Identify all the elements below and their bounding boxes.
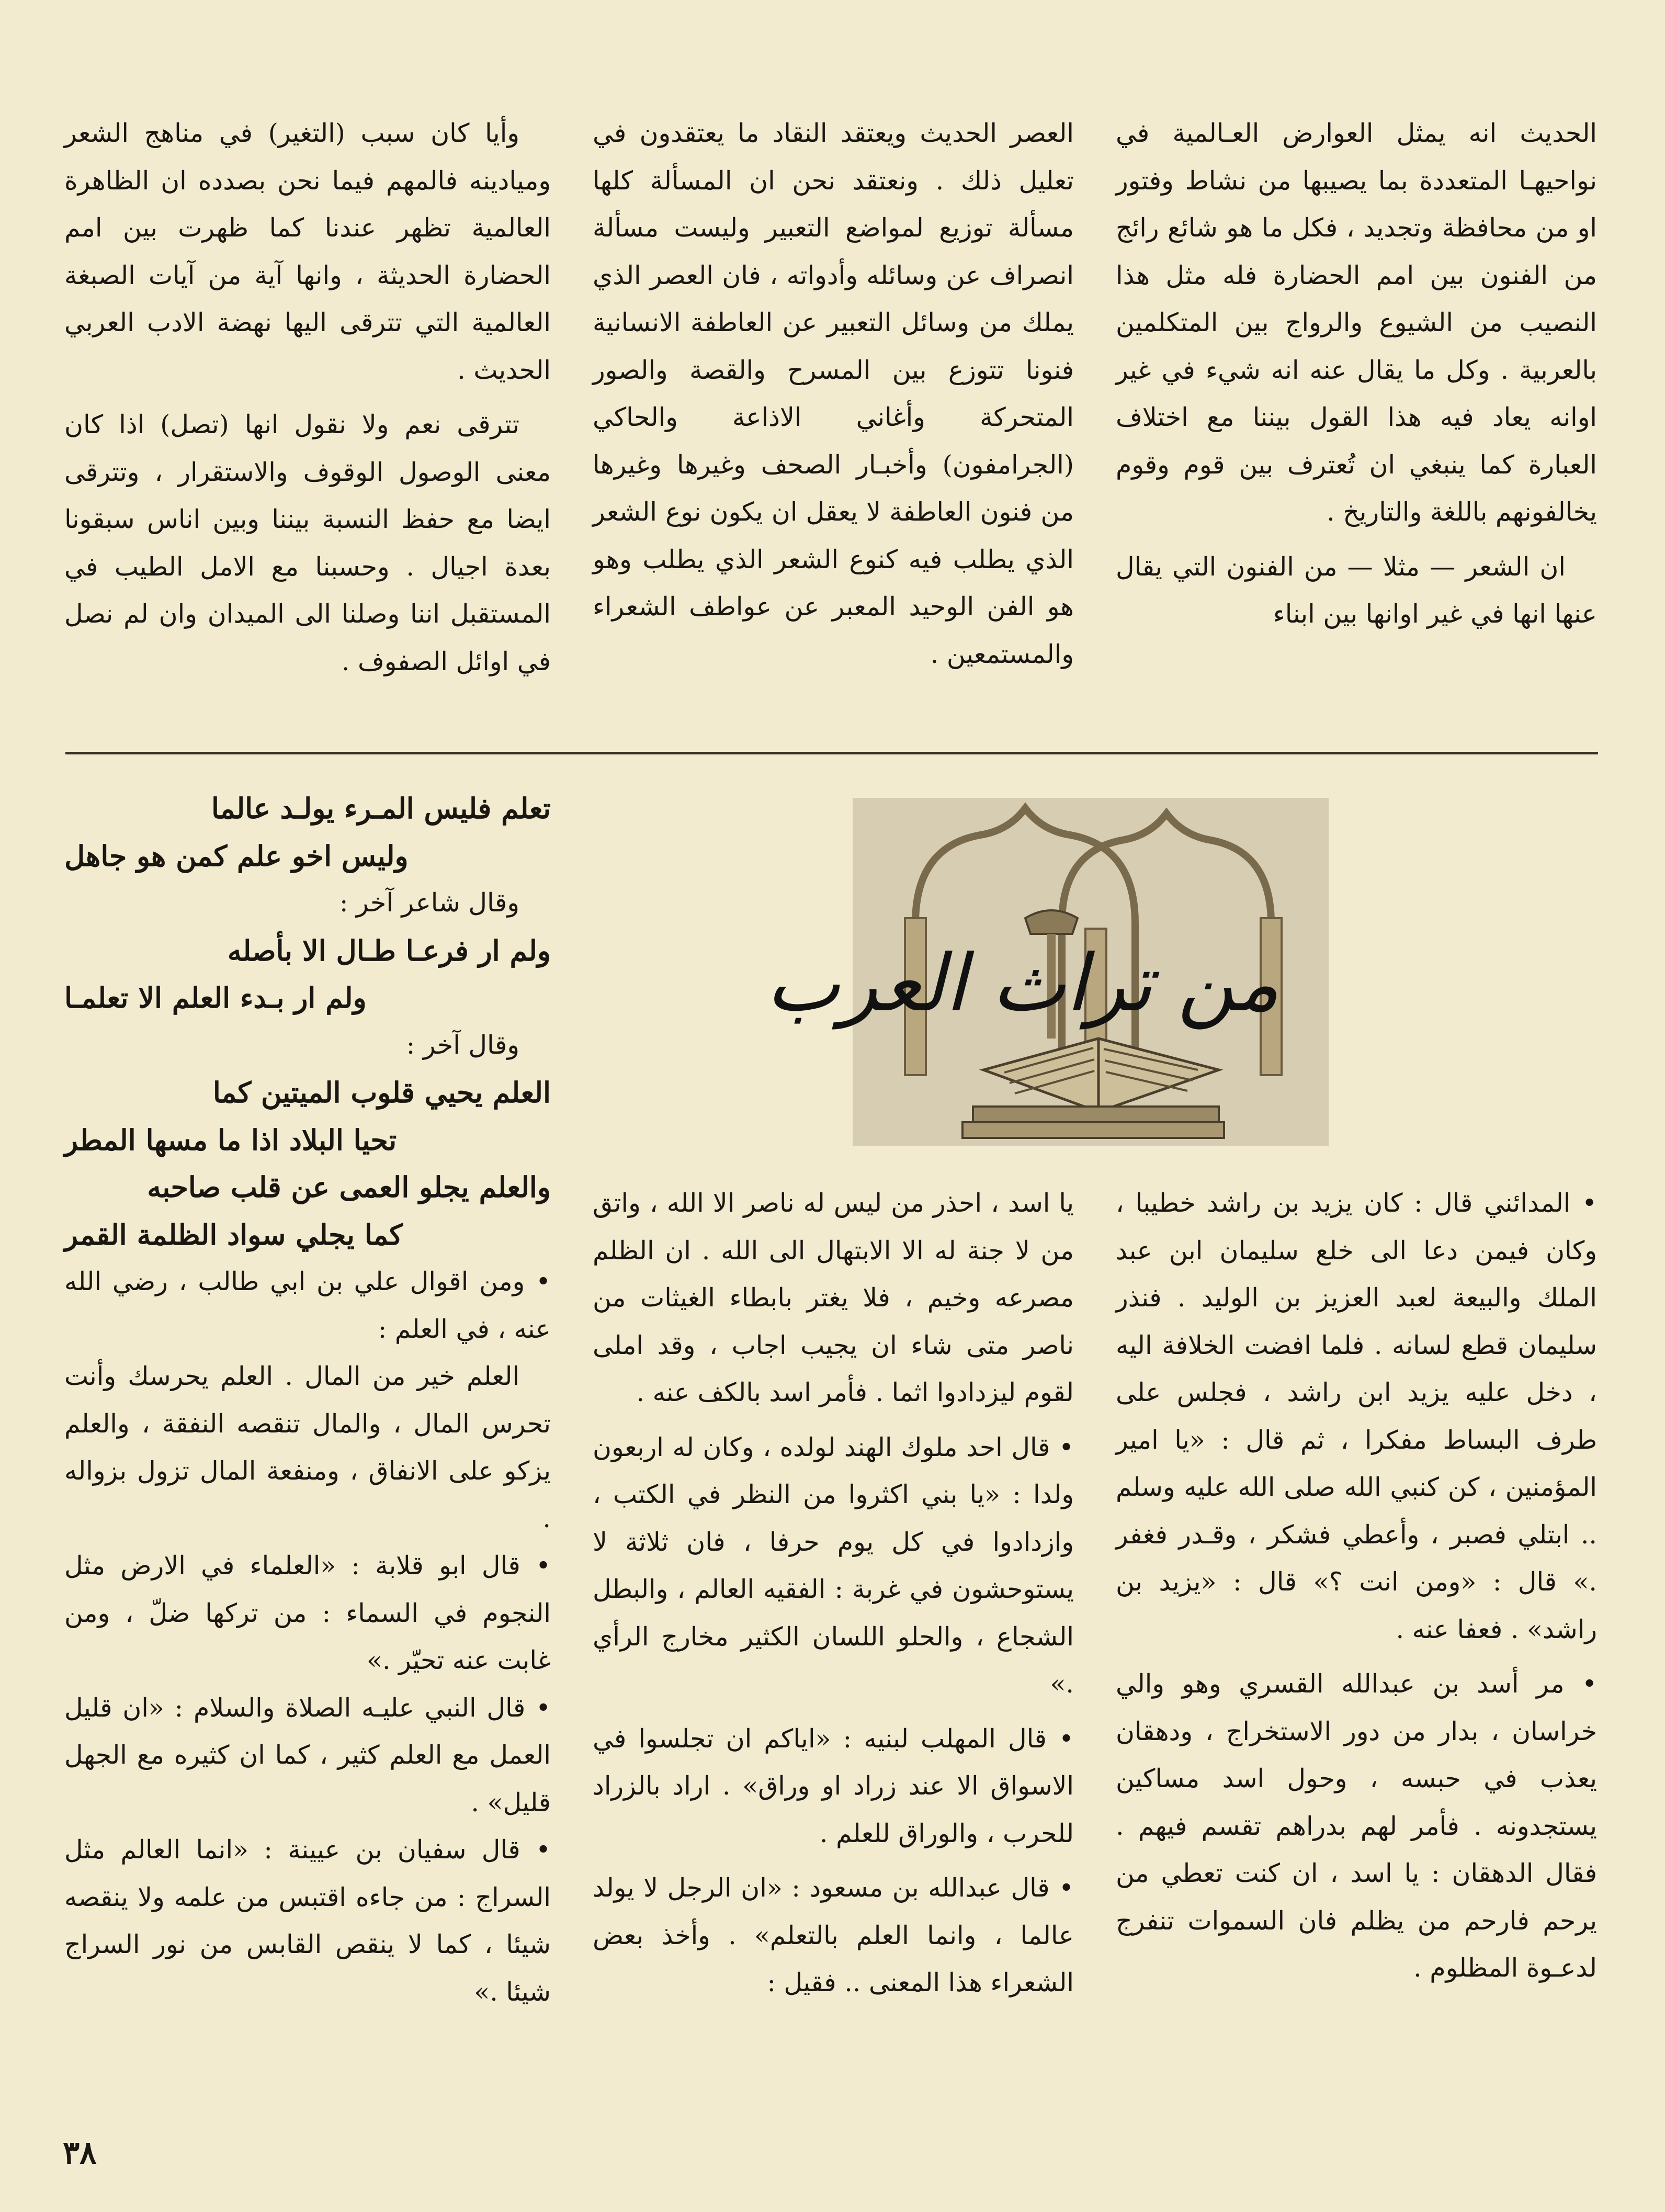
bottom-column-left xyxy=(64,785,551,2124)
anecdote: • قال عبدالله بن مسعود : «ان الرجل لا يولد عالما ، وانما العلم بالتعلم» . وأخذ بعض الشعراء هذا المعنى .. فقيل : xyxy=(593,1873,1074,1997)
paragraph: الحديث انه يمثل العوارض العـالمية في نواحيهـا المتعددة بما يصيبها من نشاط وفتور او من محافظة وتجديد ، فكل ما هو شائع رائج من الفنون بين امم الحضارة فله مثل هذا النصيب من الشيوع والرواج بين المتكلمين بالعربية . وكل ما يقال عنه انه شيء في غير اوانه يعاد فيه هذا القول بيننا مع اختلاف العبارة كما ينبغي ان تُعترف بين قوم وقوم يخالفونهم باللغة والتاريخ . xyxy=(1116,118,1597,527)
anecdote: • مر أسد بن عبدالله القسري وهو والي خراسان ، بدار من دور الاستخراج ، ودهقان يعذب في حبسه ، وحول اسد مساكين يستجدونه . فأمر لهم بدراهم تقسم فيهم . فقال الدهقان : يا اسد ، ان كنت تعطي من يرحم فارحم من يظلم فان السموات تنفرج لدعـوة المظلوم . xyxy=(1116,1669,1597,1983)
paragraph: ان الشعر — مثلا — من الفنون التي يقال عنها انها في غير اوانها بين ابناء xyxy=(1116,551,1597,629)
poem-line: ولم ار بـدء العلم الا تعلمـا xyxy=(64,981,367,1014)
anecdote: • قال احد ملوك الهند لولده ، وكان له اربعون ولدا : «يا بني اكثروا من النظر في الكتب ، وازدادوا في كل يوم حرفا ، فان ثلاثة لا يستوحشون في غربة : الفقيه العالم ، والبطل الشجاع ، والحلو اللسان الكثير مخارج الرأي .» xyxy=(593,1432,1074,1699)
poem-line: العلم يحيي قلوب الميتين كما xyxy=(212,1076,551,1109)
section-divider xyxy=(65,752,1598,754)
poem-line: ولم ار فرعـا طـال الا بأصله xyxy=(227,933,551,967)
poem-intro: وقال آخر : xyxy=(406,1030,519,1060)
top-column-middle xyxy=(593,110,1074,738)
paragraph: العصر الحديث ويعتقد النقاد ما يعتقدون في تعليل ذلك . ونعتقد نحن ان المسألة كلها مسألة توزيع لمواضع التعبير وليست مسألة انصراف عن وسائله وأدواته ، فان العصر الذي يملك من وسائل التعبير عن العاطفة الانسانية فنونا تتوزع بين المسرح والقصة والصور المتحركة وأغاني الاذاعة والحاكي (الجرامفون) وأخبـار الصحف وغيرها وغيرها من فنون العاطفة لا يعقل ان يكون نوع الشعر الذي يطلب فيه كنوع الشعر الذي يطلب وهو هو الفن الوحيد المعبر عن عواطف الشعراء والمستمعين . xyxy=(593,118,1074,669)
poem-line: تحيا البلاد اذا ما مسها المطر xyxy=(64,1123,397,1157)
quote-paragraph: العلم خير من المال . العلم يحرسك وأنت تحرس المال ، والمال تنقصه النفقة ، والعلم يزكو على الانفاق ، ومنفعة المال تزول بزواله . xyxy=(64,1361,551,1533)
quote-paragraph: • قال النبي عليـه الصلاة والسلام : «ان قليل العمل مع العلم كثير ، كما ان كثيره مع الجهل قليل» . xyxy=(64,1692,551,1818)
bottom-column-right xyxy=(1116,1180,1597,2106)
paragraph: تترقى نعم ولا نقول انها (تصل) اذا كان معنى الوصول الوقوف والاستقرار ، وتترقى ايضا مع حفظ النسبة بيننا وبين اناس سبقونا بعدة اجيال . وحسبنا مع الامل الطيب في المستقبل اننا وصلنا الى الميدان وان لم نصل في اوائل الصفوف . xyxy=(64,410,551,676)
quote-paragraph: • قال سفيان بن عيينة : «انما العالم مثل السراج : من جاءه اقتبس من علمه ولا ينقصه شيئا ، كما لا ينقص القابس من نور السراج شيئا .» xyxy=(64,1835,551,2007)
page-number: ٣٨ xyxy=(63,2135,97,2171)
poem-line: والعلم يجلو العمى عن قلب صاحبه xyxy=(147,1170,551,1204)
poem-line: وليس اخو علم كمن هو جاهل xyxy=(64,839,409,873)
poem-line: كما يجلي سواد الظلمة القمر xyxy=(64,1217,403,1251)
quote-paragraph: • ومن اقوال علي بن ابي طالب ، رضي الله عنه ، في العلم : xyxy=(64,1267,551,1344)
top-column-left xyxy=(64,110,551,738)
section-title: من تراث العرب xyxy=(766,938,1279,1029)
anecdote: • المدائني قال : كان يزيد بن راشد خطيبا ، وكان فيمن دعا الى خلع سليمان ابن عبد الملك والبيعة لعبد العزيز بن الوليد . فنذر سليمان قطع لسانه . فلما افضت الخلافة اليه ، دخل عليه يزيد ابن راشد ، فجلس على طرف البساط مفكرا ، ثم قال : «يا امير المؤمنين ، كن كنبي الله صلى الله عليه وسلم .. ابتلي فصبر ، وأعطي فشكر ، وقـدر فغفر .» قال : «ومن انت ؟» قال : «يزيد بن راشد» . فعفا عنه . xyxy=(1116,1188,1597,1644)
poem-line: تعلم فليس المـرء يولـد عالما xyxy=(211,792,551,825)
quote-paragraph: • قال ابو قلابة : «العلماء في الارض مثل النجوم في السماء : من تركها ضلّ ، ومن غابت عنه تحيّر .» xyxy=(64,1551,551,1675)
paragraph: وأيا كان سبب (التغير) في مناهج الشعر وميادينه فالمهم فيما نحن بصدده ان الظاهرة العالمية تظهر عندنا كما ظهرت بين امم الحضارة الحديثة ، وانها آية من آيات الصبغة العالمية التي تترقى اليها نهضة الادب العربي الحديث . xyxy=(64,118,551,385)
top-column-right xyxy=(1116,110,1597,738)
poem-intro: وقال شاعر آخر : xyxy=(339,888,519,918)
anecdote: يا اسد ، احذر من ليس له ناصر الا الله ، واتق من لا جنة له الا الابتهال الى الله . ان الظلم مصرعه وخيم ، فلا يغتر بابطاء الغيثات من ناصر متى شاء ان يجيب اجاب ، وقد املى لقوم ليزدادوا اثما . فأمر اسد بالكف عنه . xyxy=(593,1188,1074,1407)
anecdote: • قال المهلب لبنيه : «اياكم ان تجلسوا في الاسواق الا عند زراد او وراق» . اراد بالزراد للحرب ، والوراق للعلم . xyxy=(593,1723,1074,1848)
bottom-column-middle xyxy=(593,1180,1074,2106)
